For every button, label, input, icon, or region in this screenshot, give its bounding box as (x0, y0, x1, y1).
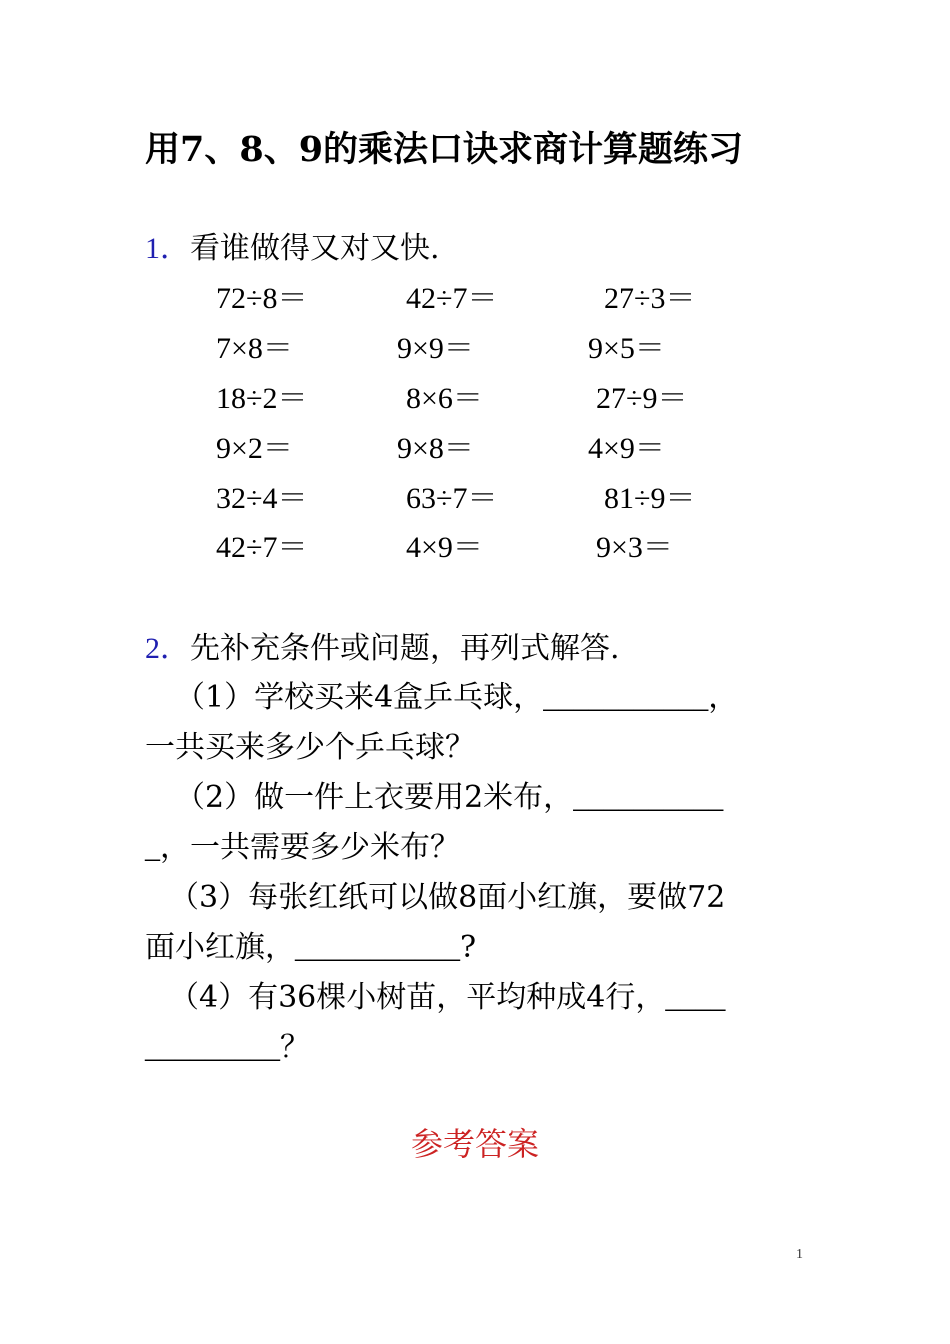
word-problem-1-blank[interactable]: ___________ (543, 681, 709, 714)
problem-r5-c3: 81÷9＝ (604, 482, 696, 515)
word-problem-4-blank[interactable]: ____ (665, 981, 726, 1014)
problem-r4-c3: 4×9＝ (588, 432, 665, 465)
word-problem-1-question: 一共买来多少个乒乓球？ (145, 730, 475, 765)
problem-r6-c3: 9×3＝ (596, 531, 673, 564)
word-problem-3-blank[interactable]: ___________ (295, 931, 460, 964)
problem-r5-c2: 63÷7＝ (406, 482, 498, 515)
word-problem-4-line-1 (145, 973, 810, 1023)
problem-r6-c2: 4×9＝ (406, 531, 483, 564)
page-title: 用7、8、9的乘法口诀求商计算题练习 (145, 129, 744, 170)
word-problem-1-text: （1）学校买来4盒乒乓球， (175, 680, 544, 715)
problem-r1-c2: 42÷7＝ (406, 282, 498, 315)
problem-r4-c2: 9×8＝ (397, 432, 474, 465)
word-problem-3-line-1 (145, 873, 810, 923)
word-problem-2-blank-continued[interactable]: _ (145, 831, 160, 864)
word-problem-3-text-continued: 面小红旗， (145, 930, 295, 965)
word-problem-2-text: （2）做一件上衣要用2米布， (175, 780, 574, 815)
section-1-heading (145, 229, 440, 269)
section-2-number: 2． (145, 632, 190, 665)
section-2-text: 先补充条件或问题，再列式解答. (190, 631, 620, 666)
problem-r3-c2: 8×6＝ (406, 382, 483, 415)
word-problems (145, 673, 810, 1073)
page-number: 1 (796, 1247, 803, 1262)
problem-r3-c3: 27÷9＝ (596, 382, 688, 415)
word-problem-2-line-2 (145, 823, 810, 873)
word-problem-4-line-2 (145, 1023, 810, 1073)
word-problem-4-question-mark: ？ (280, 1030, 310, 1065)
word-problem-3-line-2 (145, 923, 810, 973)
problem-r3-c1: 18÷2＝ (216, 382, 308, 415)
word-problem-3-text: （3）每张红纸可以做8面小红旗，要做72 (169, 880, 726, 915)
section-1-text: 看谁做得又对又快. (190, 231, 440, 266)
answer-key-title: 参考答案 (410, 1125, 539, 1163)
section-2-heading (145, 629, 620, 669)
problem-r2-c1: 7×8＝ (216, 332, 293, 365)
problem-r4-c1: 9×2＝ (216, 432, 293, 465)
word-problem-4-blank-continued[interactable]: _________ (145, 1031, 280, 1064)
problem-r5-c1: 32÷4＝ (216, 482, 308, 515)
word-problem-2-line-1 (145, 773, 810, 823)
word-problem-1-line-1 (145, 673, 810, 723)
problem-r6-c1: 42÷7＝ (216, 531, 308, 564)
word-problem-4-text: （4）有36棵小树苗，平均种成4行， (169, 980, 666, 1015)
word-problem-1-comma: ， (708, 680, 739, 715)
word-problem-3-question-mark: ? (460, 930, 477, 965)
word-problem-1-line-2 (145, 723, 810, 773)
word-problem-2-blank[interactable]: __________ (573, 781, 724, 814)
problem-r1-c1: 72÷8＝ (216, 282, 308, 315)
problem-r1-c3: 27÷3＝ (604, 282, 696, 315)
problem-r2-c3: 9×5＝ (588, 332, 665, 365)
section-1-number: 1． (145, 232, 190, 265)
problem-r2-c2: 9×9＝ (397, 332, 474, 365)
word-problem-2-question: ，一共需要多少米布？ (160, 830, 460, 865)
